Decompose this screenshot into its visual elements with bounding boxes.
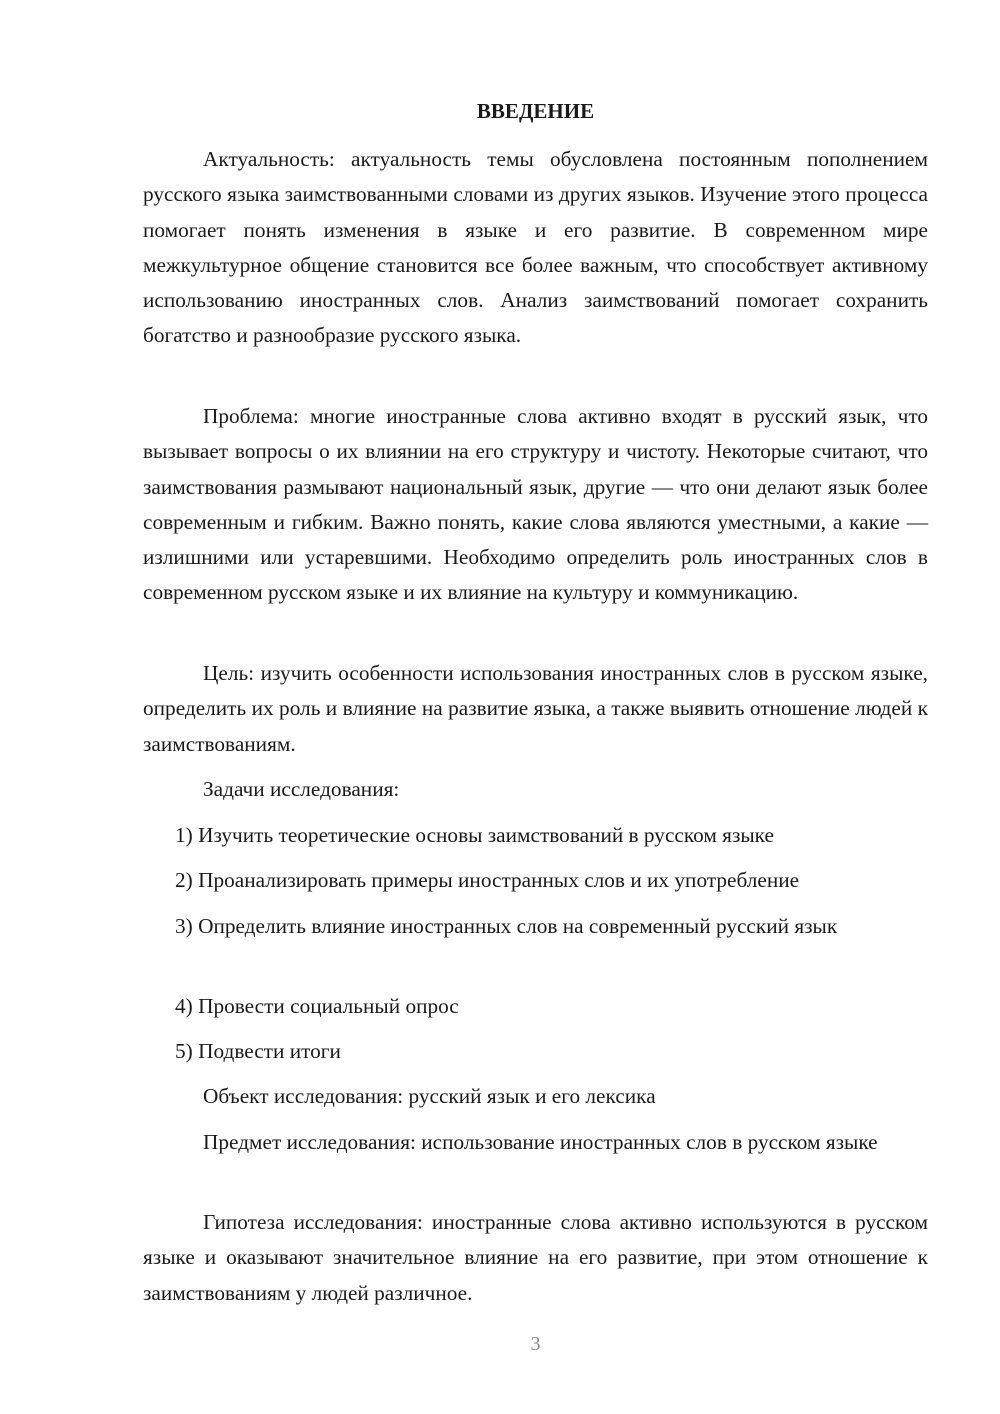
goal-paragraph: Цель: изучить особенности использования иностранных слов в русском языке, определить их роль и влияние на развитие языка, а также выявить отношение людей к заимствованиям. bbox=[143, 661, 928, 756]
task-item-2: 2) Проанализировать примеры иностранных слов и их употребление bbox=[175, 868, 800, 892]
problem-paragraph: Проблема: многие иностранные слова активно входят в русский язык, что вызывает вопросы о их влиянии на его структуру и чистоту. Некоторые считают, что заимствования размывают национальный язык, другие — что они делают язык более современным и гибким. Важно понять, какие слова являются уместными, а какие — излишними или устаревшими. Необходимо определить роль иностранных слов в современном русском языке и их влияние на культуру и коммуникацию. bbox=[143, 404, 928, 605]
page-number: 3 bbox=[530, 1333, 541, 1355]
subject-paragraph: Предмет исследования: использование иностранных слов в русском языке bbox=[203, 1130, 878, 1154]
tasks-heading: Задачи исследования: bbox=[203, 777, 400, 801]
relevance-paragraph: Актуальность: актуальность темы обусловлена постоянным пополнением русского языка заимствованными словами из других языков. Изучение этого процесса помогает понять изменения в языке и его развитие. В современном мире межкультурное общение становится все более важным, что способствует активному использованию иностранных слов. Анализ заимствований помогает сохранить богатство и разнообразие русского языка. bbox=[143, 147, 928, 348]
task-item-5: 5) Подвести итоги bbox=[175, 1039, 341, 1063]
object-paragraph: Объект исследования: русский язык и его лексика bbox=[203, 1084, 656, 1108]
task-item-3: 3) Определить влияние иностранных слов на современный русский язык bbox=[175, 914, 838, 938]
task-item-1: 1) Изучить теоретические основы заимствований в русском языке bbox=[175, 823, 774, 847]
section-title: ВВЕДЕНИЕ bbox=[476, 99, 595, 123]
task-item-4: 4) Провести социальный опрос bbox=[175, 994, 459, 1018]
hypothesis-paragraph: Гипотеза исследования: иностранные слова активно используются в русском языке и оказывают значительное влияние на его развитие, при этом отношение к заимствованиям у людей различное. bbox=[143, 1210, 928, 1305]
document-page bbox=[143, 0, 928, 1414]
